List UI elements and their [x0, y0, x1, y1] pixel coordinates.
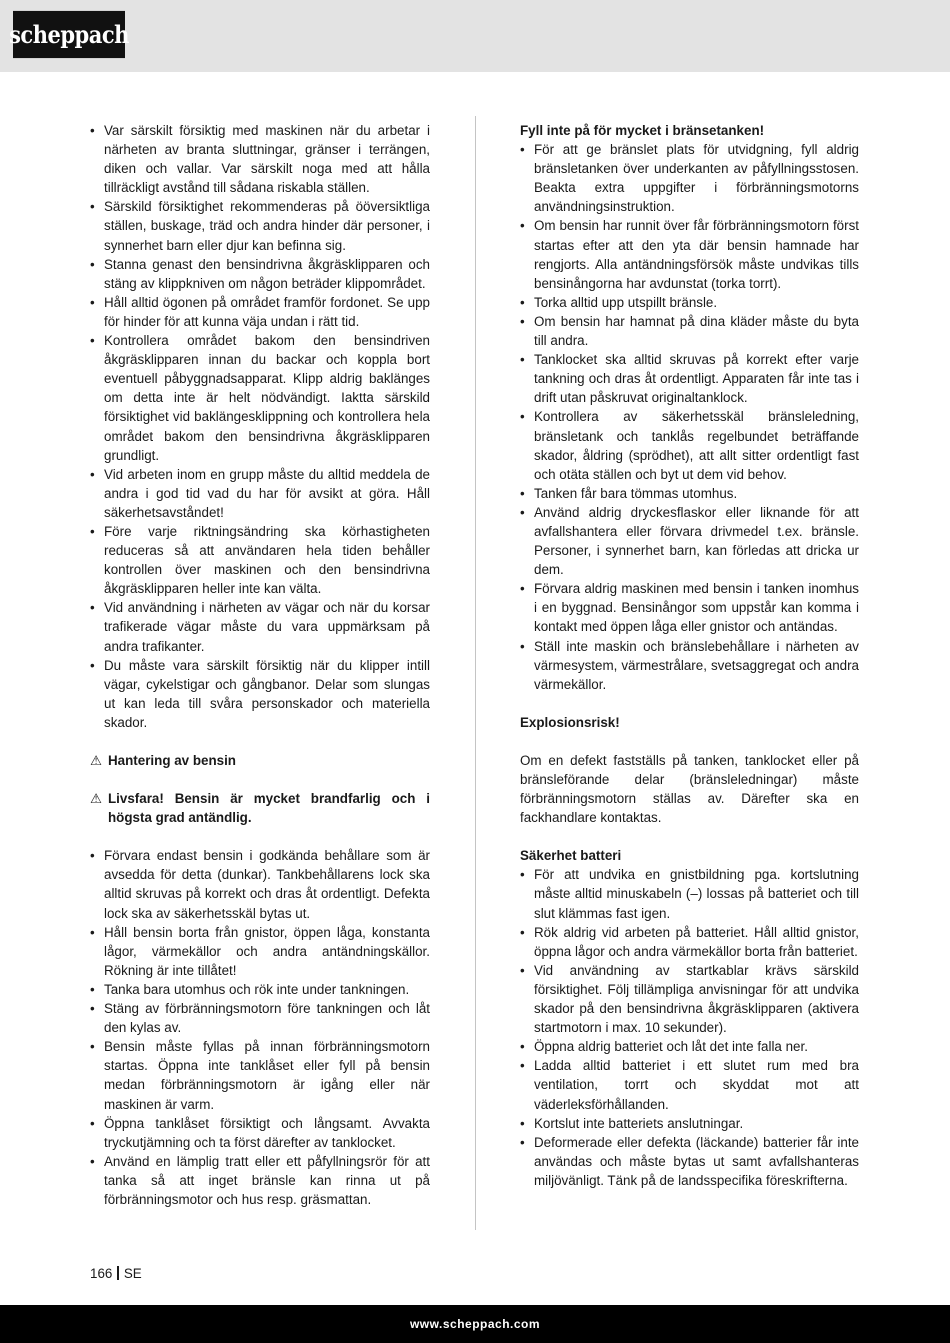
warning-icon: ⚠	[90, 791, 103, 807]
list-item: • Deformerade eller defekta (läckande) batterier får inte användas och måste bytas ut samt avfallshanteras miljövänligt. Tänk på de landsspecifika föreskrifterna.	[520, 1133, 859, 1190]
list-item: • Särskild försiktighet rekommenderas på ööversiktliga ställen, buskage, träd och andra hinder där personer, i synnerhet barn eller djur kan befinna sig.	[90, 197, 430, 254]
list-item: • Vid användning av startkablar krävs särskild försiktighet. Följ tillämpliga anvisningar för att undvika skador på den bensindrivna åkgräsklipparen (aktivera startmotorn i max. 10 sekunder).	[520, 961, 859, 1037]
scheppach-logo: scheppach	[13, 11, 125, 58]
page-footer	[0, 1305, 950, 1343]
list-item: • Använd en lämplig tratt eller ett påfyllningsrör för att tanka så att inget bränsle kan rinna ut på förbränningsmotor och hus resp. gräsmattan.	[90, 1152, 430, 1209]
left-column	[90, 121, 430, 1209]
list-item: • Bensin måste fyllas på innan förbränningsmotorn startas. Öppna inte tanklåset eller fyll på bensin medan förbränningsmotorn är igång eller när maskinen är varm.	[90, 1037, 430, 1113]
warning-icon: ⚠	[90, 753, 103, 768]
list-item: • Före varje riktningsändring ska körhastigheten reduceras så att användaren hela tiden behåller kontrollen över maskinen och den bensindrivna åkgräsklipparen heller inte kan välta.	[90, 522, 430, 598]
list-item: • Om bensin har hamnat på dina kläder måste du byta till andra.	[520, 312, 859, 350]
right-column	[520, 121, 859, 1190]
list-item: • Du måste vara särskilt försiktig när du klipper intill vägar, cykelstigar och gångbanor. Delar som slungas ut kan leda till svåra personskador och materiella skador.	[90, 656, 430, 732]
list-item: • Öppna aldrig batteriet och låt det inte falla ner.	[520, 1037, 859, 1056]
list-item: • Öppna tanklåset försiktigt och långsamt. Avvakta tryckutjämning och ta först därefter av tanklocket.	[90, 1114, 430, 1152]
list-item: • Förvara aldrig maskinen med bensin i tanken inomhus i en byggnad. Bensinångor som uppstår kan komma i kontakt med öppen låga eller gnistor och antändas.	[520, 579, 859, 636]
list-item: • Om bensin har runnit över får förbränningsmotorn först startas efter att den yta där bensin hamnade har rengjorts. Alla antändningsförsök måste undvikas tills bensinångorna har avdunstat (torka torrt).	[520, 216, 859, 292]
battery-heading: Säkerhet batteri	[520, 848, 622, 864]
list-item: • Använd aldrig dryckesflaskor eller liknande för att avfallshantera eller förvara drivmedel t.ex. bränsle. Personer, i synnerhet barn, kan förledas att dricka ur dem.	[520, 503, 859, 579]
column-divider	[475, 116, 476, 1230]
fuel-handling-heading: ⚠ Hantering av bensin	[90, 751, 430, 770]
list-item: • Tanken får bara tömmas utomhus.	[520, 484, 859, 503]
danger-warning: ⚠ Livsfara! Bensin är mycket brandfarlig och i högsta grad antändlig.	[90, 791, 430, 826]
list-item: • Förvara endast bensin i godkända behållare som är avsedda för detta (dunkar). Tankbehållarens lock ska alltid skruvas på korrekt och dras åt ordentligt. Defekta lock ska av säkerhetsskäl bytas ut.	[90, 846, 430, 922]
list-item: • Rök aldrig vid arbeten på batteriet. Håll alltid gnistor, öppna lågor och andra värmekällor borta från batteriet.	[520, 923, 859, 961]
page-header	[0, 0, 950, 72]
safety-list	[90, 121, 430, 732]
list-item: • Håll bensin borta från gnistor, öppen låga, konstanta lågor, värmekällor och andra antändningskällor. Rökning är inte tillåtet!	[90, 923, 430, 980]
overfill-heading: Fyll inte på för mycket i bränsetanken!	[520, 123, 765, 138]
list-item: • Kortslut inte batteriets anslutningar.	[520, 1114, 859, 1133]
list-item: • Vid arbeten inom en grupp måste du alltid meddela de andra i god tid vad du har för avsikt at göra. Håll säkerhetsavståndet!	[90, 465, 430, 522]
list-item: • Torka alltid upp utspillt bränsle.	[520, 293, 859, 312]
list-item: • För att ge bränslet plats för utvidgning, fyll aldrig bränsletanken över underkanten av påfyllningsstosen. Beakta extra uppgifter i förbränningsmotorns användningsinstruktion.	[520, 140, 859, 216]
list-item: • Stäng av förbränningsmotorn före tankningen och låt den kylas av.	[90, 999, 430, 1037]
list-item: • Ladda alltid batteriet i ett slutet rum med bra ventilation, torrt och skyddat mot att väderleksförhållanden.	[520, 1056, 859, 1113]
list-item: • Vid användning i närheten av vägar och när du korsar trafikerade vägar måste du vara uppmärksam på andra trafikanter.	[90, 598, 430, 655]
list-item: • Håll alltid ögonen på området framför fordonet. Se upp för hinder för att kunna väja undan i rätt tid.	[90, 293, 430, 331]
explosion-heading: Explosionsrisk!	[520, 714, 620, 730]
list-item: • Kontrollera av säkerhetsskäl bränsleledning, bränsletank och tanklås regelbundet beträffande skador, åldring (sprödhet), att allt sitter ordentligt fast och otäta ställen och byt ut dem vid behov.	[520, 407, 859, 483]
list-item: • Tanklocket ska alltid skruvas på korrekt efter varje tankning och dras åt ordentligt. Apparaten får inte tas i drift utan påskruvat originaltanklock.	[520, 350, 859, 407]
battery-list	[520, 865, 859, 1190]
list-item: • För att undvika en gnistbildning pga. kortslutning måste alltid minuskabeln (–) lossas på batteriet och till slut klämmas fast igen.	[520, 865, 859, 922]
list-item: • Stanna genast den bensindrivna åkgräsklipparen och stäng av klippkniven om någon beträder klippområdet.	[90, 255, 430, 293]
list-item: • Var särskilt försiktig med maskinen när du arbetar i närheten av branta sluttningar, gränser i terrängen, diken och vallar. Var särskilt noga med att hålla tillräckligt avstånd till sådana riskabla ställen.	[90, 121, 430, 197]
explosion-paragraph: Om en defekt fastställs på tanken, tanklocket eller på bränsleförande delar (bränsleledningar) måste förbränningsmotorn ställas av. Därefter ska en fackhandlare kontaktas.	[520, 752, 859, 826]
page-number: 166 SE	[90, 1266, 142, 1281]
fuel-list	[90, 846, 430, 1209]
overfill-list	[520, 140, 859, 694]
website-link[interactable]: www.scheppach.com	[409, 1317, 541, 1331]
list-item: • Tanka bara utomhus och rök inte under tankningen.	[90, 980, 430, 999]
list-item: • Ställ inte maskin och bränslebehållare i närheten av värmesystem, värmestrålare, svetsaggregat och andra värmekällor.	[520, 637, 859, 694]
list-item: • Kontrollera området bakom den bensindriven åkgräsklipparen innan du backar och koppla bort eventuell påbyggnadsapparat. Klipp aldrig baklänges om detta inte är helt nödvändigt. Iaktta särskild försiktighet vid baklängesklippning och kontrollera hela området bakom den bensindrivna åkgräsklipparen grundligt.	[90, 331, 430, 465]
